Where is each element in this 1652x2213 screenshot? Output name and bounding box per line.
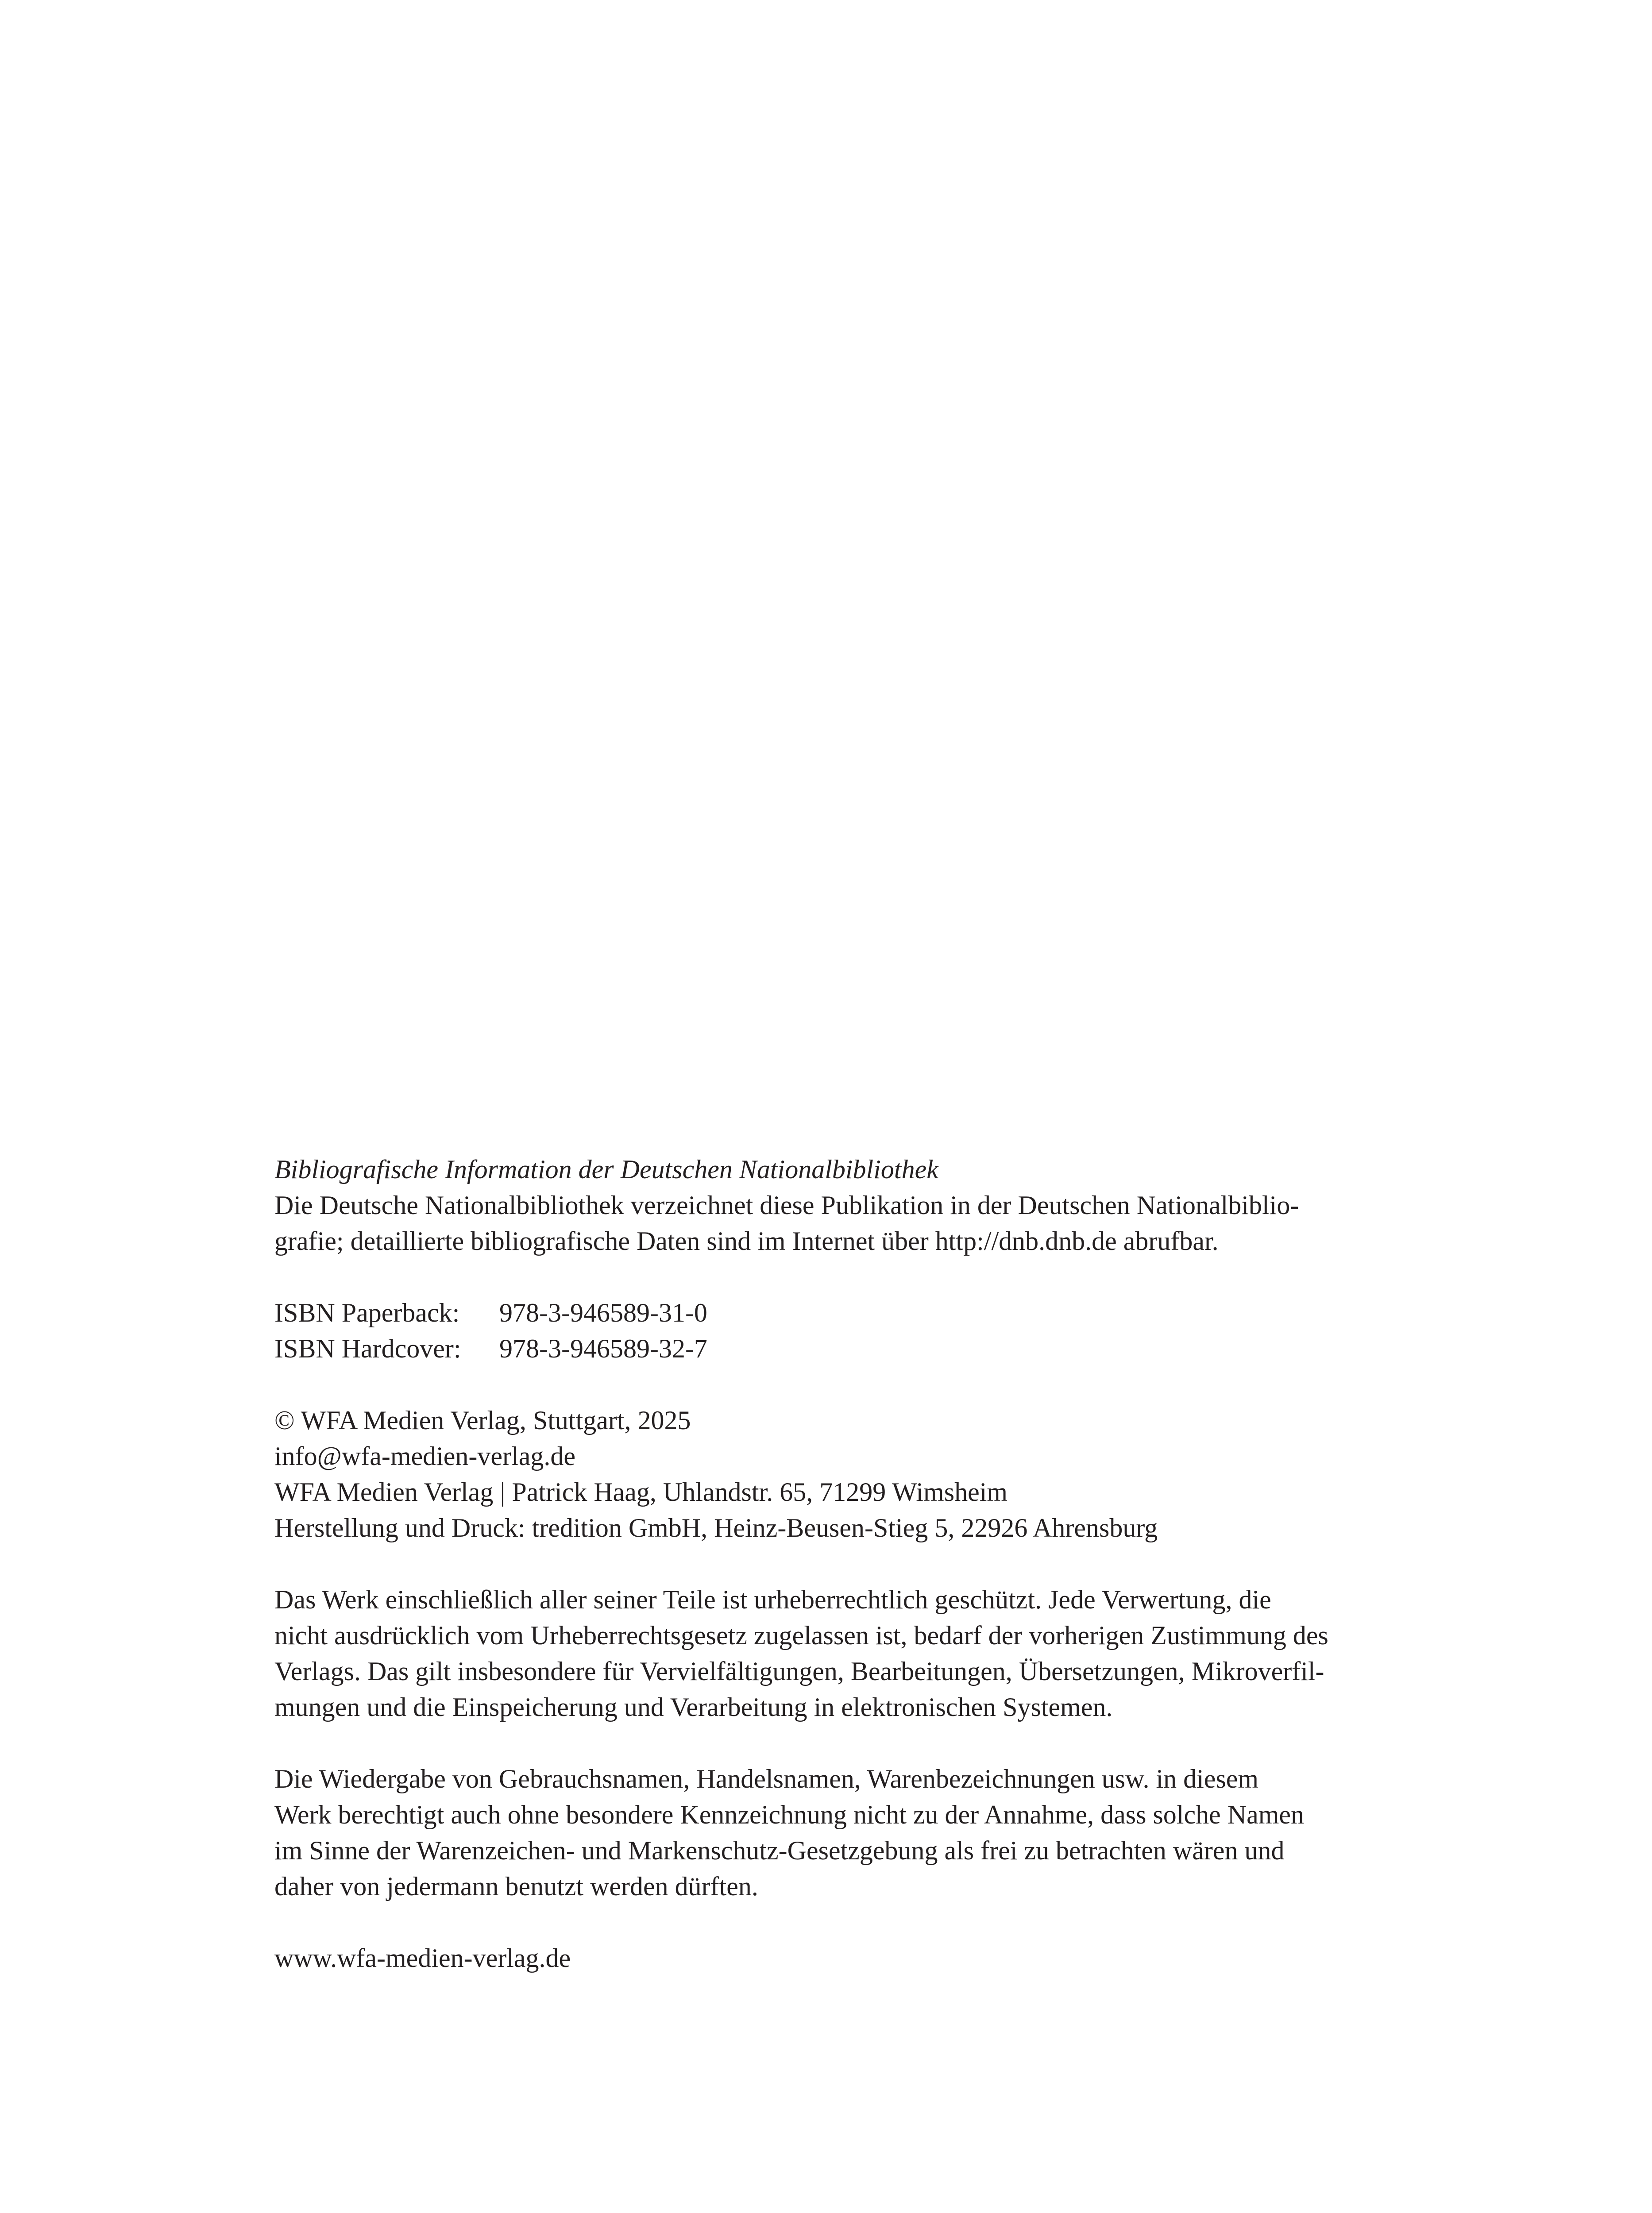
- publisher-address: WFA Medien Verlag | Patrick Haag, Uhlandstr. 65, 71299 Wimsheim: [274, 1477, 1008, 1507]
- cip-line: grafie; detaillierte bibliografische Daten sind im Internet über http://dnb.dnb.de abrufbar.: [274, 1226, 1219, 1256]
- cip-section: [274, 1152, 1461, 1259]
- isbn-label: ISBN Hardcover:: [274, 1334, 461, 1363]
- isbn-value: 978-3-946589-32-7: [499, 1334, 707, 1363]
- copyright-notice: [274, 1582, 1461, 1725]
- paragraph-gap: [274, 1259, 1461, 1295]
- isbn-hardcover: [274, 1331, 1461, 1367]
- paragraph-gap: [274, 1725, 1461, 1761]
- isbn-section: [274, 1295, 1461, 1367]
- imprint-block: [274, 1152, 1461, 1976]
- isbn-value: 978-3-946589-31-0: [499, 1298, 707, 1327]
- notice-line: Werk berechtigt auch ohne besondere Kennzeichnung nicht zu der Annahme, dass solche Namen: [274, 1800, 1304, 1829]
- cip-line: Die Deutsche Nationalbibliothek verzeichnet diese Publikation in der Deutschen Nationalbiblio-: [274, 1191, 1299, 1220]
- printing-info: Herstellung und Druck: tredition GmbH, Heinz-Beusen-Stieg 5, 22926 Ahrensburg: [274, 1513, 1158, 1542]
- isbn-label: ISBN Paperback:: [274, 1298, 460, 1327]
- publisher-section: [274, 1403, 1461, 1546]
- copyright-line: © WFA Medien Verlag, Stuttgart, 2025: [274, 1406, 691, 1435]
- notice-line: daher von jedermann benutzt werden dürften.: [274, 1872, 758, 1901]
- cip-heading: Bibliografische Information der Deutschen Nationalbibliothek: [274, 1155, 938, 1184]
- notice-line: Die Wiedergabe von Gebrauchsnamen, Handelsnamen, Warenbezeichnungen usw. in diesem: [274, 1764, 1259, 1793]
- trademark-notice: [274, 1761, 1461, 1905]
- website-section: [274, 1940, 1461, 1976]
- notice-line: Das Werk einschließlich aller seiner Teile ist urheberrechtlich geschützt. Jede Verwertung, die: [274, 1585, 1271, 1614]
- notice-line: im Sinne der Warenzeichen- und Markenschutz-Gesetzgebung als frei zu betrachten wären und: [274, 1836, 1285, 1865]
- paragraph-gap: [274, 1546, 1461, 1582]
- publisher-email: info@wfa-medien-verlag.de: [274, 1442, 575, 1471]
- notice-line: mungen und die Einspeicherung und Verarbeitung in elektronischen Systemen.: [274, 1693, 1113, 1722]
- notice-line: Verlags. Das gilt insbesondere für Vervielfältigungen, Bearbeitungen, Übersetzungen, Mikroverfil-: [274, 1657, 1324, 1686]
- paragraph-gap: [274, 1905, 1461, 1940]
- notice-line: nicht ausdrücklich vom Urheberrechtsgesetz zugelassen ist, bedarf der vorherigen Zustimmung des: [274, 1621, 1328, 1650]
- paragraph-gap: [274, 1367, 1461, 1403]
- website-link: www.wfa-medien-verlag.de: [274, 1943, 571, 1973]
- isbn-paperback: [274, 1295, 1461, 1331]
